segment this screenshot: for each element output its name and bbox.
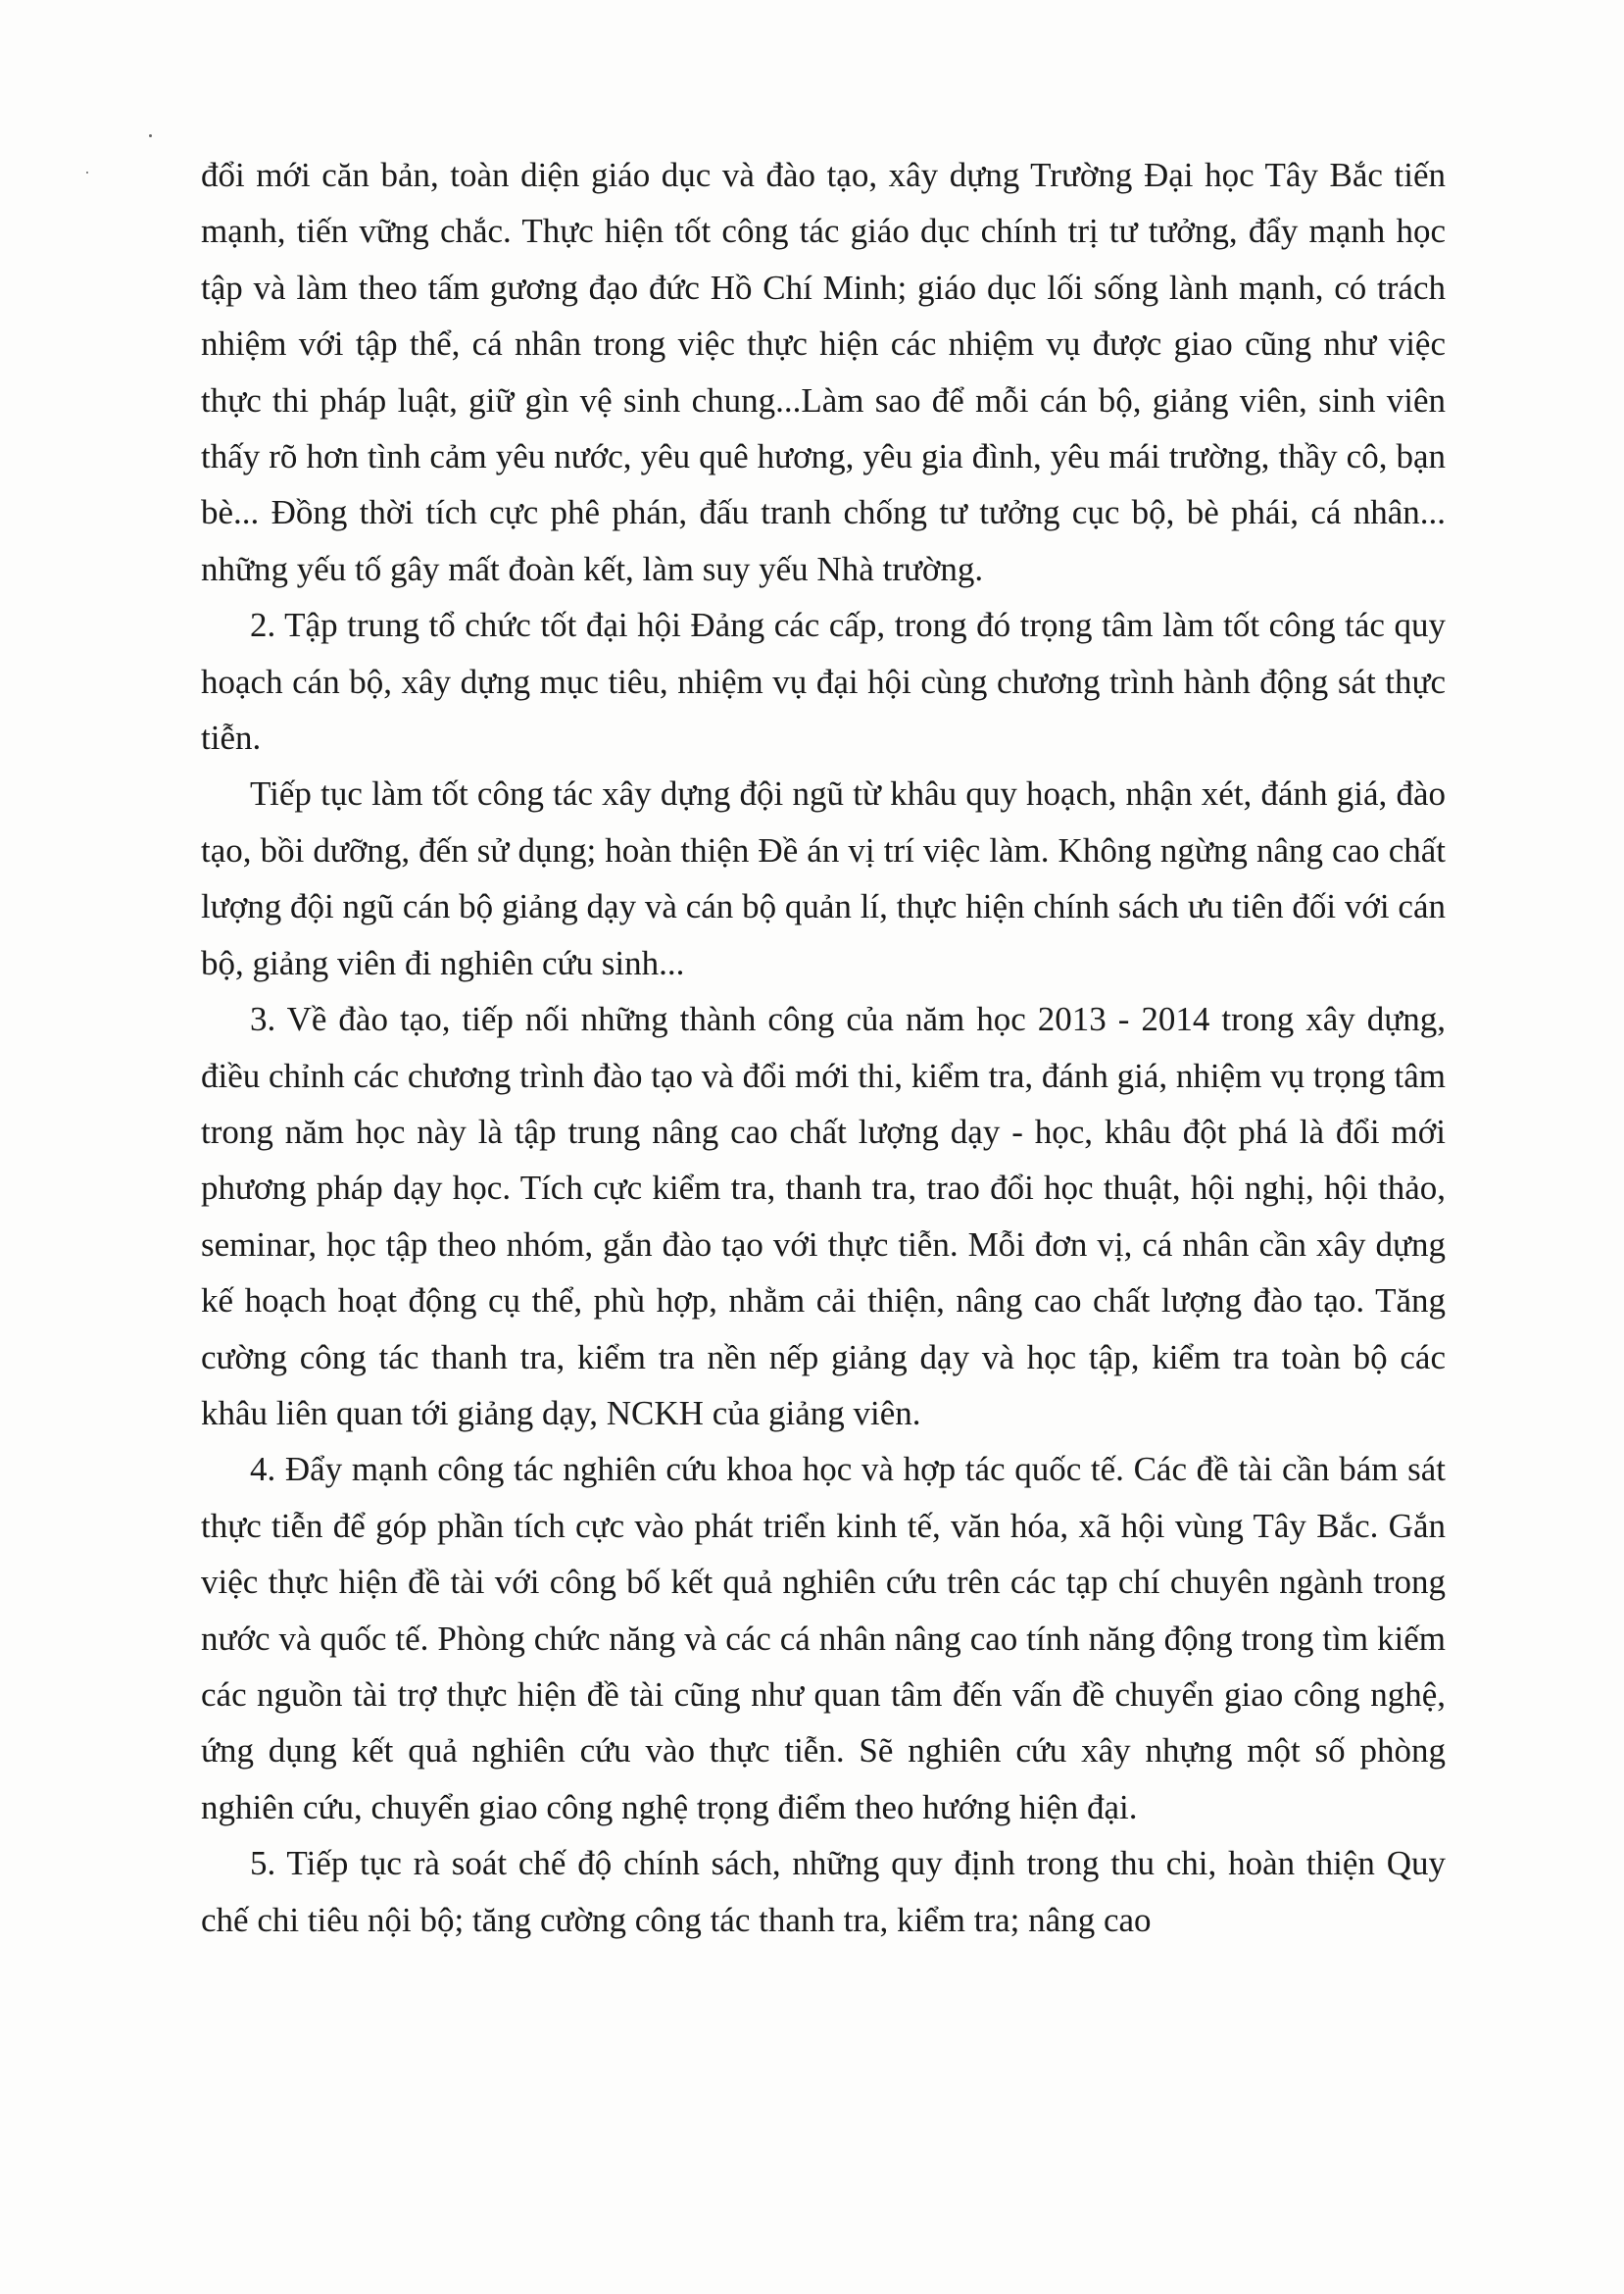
paragraph-item-4: 4. Đẩy mạnh công tác nghiên cứu khoa học và hợp tác quốc tế. Các đề tài cần bám sát thực tiễn để góp phần tích cực vào phát triển kinh tế, văn hóa, xã hội vùng Tây Bắc. Gắn việc thực hiện đề tài với công bố kết quả nghiên cứu trên các tạp chí chuyên ngành trong nước và quốc tế. Phòng chức năng và các cá nhân nâng cao tính năng động trong tìm kiếm các nguồn tài trợ thực hiện đề tài cũng như quan tâm đến vấn đề chuyển giao công nghệ, ứng dụng kết quả nghiên cứu vào thực tiễn. Sẽ nghiên cứu xây nhựng một số phòng nghiên cứu, chuyển giao công nghệ trọng điểm theo hướng hiện đại. xyxy=(201,1450,1446,1826)
document-body xyxy=(201,147,1446,1948)
scan-speck xyxy=(149,134,152,137)
scan-speck xyxy=(86,172,88,174)
paragraph-item-5: 5. Tiếp tục rà soát chế độ chính sách, những quy định trong thu chi, hoàn thiện Quy chế chi tiêu nội bộ; tăng cường công tác thanh tra, kiểm tra; nâng cao xyxy=(201,1844,1446,1939)
paragraph-item-2: 2. Tập trung tổ chức tốt đại hội Đảng các cấp, trong đó trọng tâm làm tốt công tác quy hoạch cán bộ, xây dựng mục tiêu, nhiệm vụ đại hội cùng chương trình hành động sát thực tiễn. xyxy=(201,606,1446,758)
paragraph-intro: đổi mới căn bản, toàn diện giáo dục và đào tạo, xây dựng Trường Đại học Tây Bắc tiến mạnh, tiến vững chắc. Thực hiện tốt công tác giáo dục chính trị tư tưởng, đẩy mạnh học tập và làm theo tấm gương đạo đức Hồ Chí Minh; giáo dục lối sống lành mạnh, có trách nhiệm với tập thể, cá nhân trong việc thực hiện các nhiệm vụ được giao cũng như việc thực thi pháp luật, giữ gìn vệ sinh chung...Làm sao để mỗi cán bộ, giảng viên, sinh viên thấy rõ hơn tình cảm yêu nước, yêu quê hương, yêu gia đình, yêu mái trường, thầy cô, bạn bè... Đồng thời tích cực phê phán, đấu tranh chống tư tưởng cục bộ, bè phái, cá nhân... những yếu tố gây mất đoàn kết, làm suy yếu Nhà trường. xyxy=(201,156,1446,588)
paragraph-staff-development: Tiếp tục làm tốt công tác xây dựng đội ngũ từ khâu quy hoạch, nhận xét, đánh giá, đào tạo, bồi dưỡng, đến sử dụng; hoàn thiện Đề án vị trí việc làm. Không ngừng nâng cao chất lượng đội ngũ cán bộ giảng dạy và cán bộ quản lí, thực hiện chính sách ưu tiên đối với cán bộ, giảng viên đi nghiên cứu sinh... xyxy=(201,774,1446,982)
paragraph-item-3: 3. Về đào tạo, tiếp nối những thành công của năm học 2013 - 2014 trong xây dựng, điều chỉnh các chương trình đào tạo và đổi mới thi, kiểm tra, đánh giá, nhiệm vụ trọng tâm trong năm học này là tập trung nâng cao chất lượng dạy - học, khâu đột phá là đổi mới phương pháp dạy học. Tích cực kiểm tra, thanh tra, trao đổi học thuật, hội nghị, hội thảo, seminar, học tập theo nhóm, gắn đào tạo với thực tiễn. Mỗi đơn vị, cá nhân cần xây dựng kế hoạch hoạt động cụ thể, phù hợp, nhằm cải thiện, nâng cao chất lượng đào tạo. Tăng cường công tác thanh tra, kiểm tra nền nếp giảng dạy và học tập, kiểm tra toàn bộ các khâu liên quan tới giảng dạy, NCKH của giảng viên. xyxy=(201,1000,1446,1432)
